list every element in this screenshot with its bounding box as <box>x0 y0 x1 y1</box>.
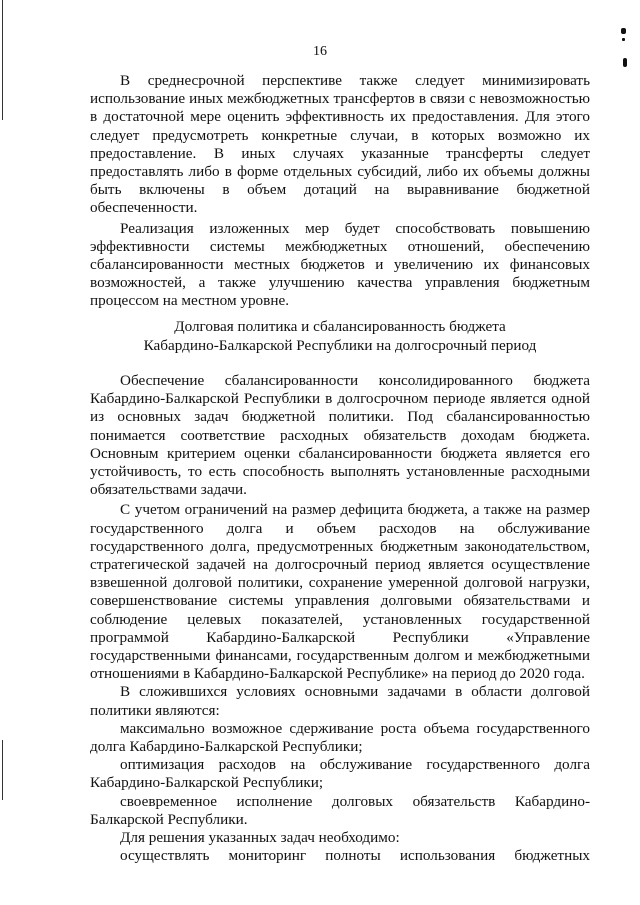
list-item: максимально возможное сдерживание роста объема государственного долга Кабардино-Балкарской Республики; <box>90 719 590 756</box>
section-debt-policy <box>90 372 590 865</box>
list-item: своевременное исполнение долговых обязательств Кабардино-Балкарской Республики. <box>90 792 590 828</box>
scan-mark <box>622 38 625 41</box>
list-item: оптимизация расходов на обслуживание государственного долга Кабардино-Балкарской Республики; <box>90 756 590 792</box>
section-heading <box>90 318 590 355</box>
paragraph: В сложившихся условиях основными задачами в области долговой политики являются: <box>90 683 590 719</box>
scan-edge-line <box>2 0 3 120</box>
scan-mark <box>621 28 626 34</box>
paragraph: Для решения указанных задач необходимо: <box>120 829 400 847</box>
heading-line: Кабардино-Балкарской Республики на долгосрочный период <box>143 336 537 354</box>
paragraph: Реализация изложенных мер будет способствовать повышению эффективности системы межбюджетных отношений, обеспечению сбалансированности местных бюджетов и увеличению их финансовых возможностей, а также улучшению качества управления бюджетным процессом на местном уровне. <box>90 219 590 310</box>
scan-edge-line <box>2 740 3 800</box>
paragraph: С учетом ограничений на размер дефицита бюджета, а также на размер государственного долга и объем расходов на обслуживание государственного долга, предусмотренных бюджетным законодательством, стратегической задачей на долгосрочный период является осуществление взвешенной долговой политики, сохранение умеренной долговой нагрузки, совершенствование системы управления долговыми обязательствами и соблюдение целевых показателей, установленных государственной программой Кабардино-Балкарской Республики «Управление государственными финансами, государственным долгом и межбюджетными отношениями в Кабардино-Балкарской Республике» на период до 2020 года. <box>90 501 590 683</box>
page-number: 16 <box>313 44 327 59</box>
paragraph: Обеспечение сбалансированности консолидированного бюджета Кабардино-Балкарской Республики в долгосрочном периоде является одной из основных задач бюджетной политики. Под сбалансированностью понимается соответствие расходных обязательств доходам бюджета. Основным критерием оценки сбалансированности бюджета является его устойчивость, то есть способность выполнять установленные расходными обязательствами задачи. <box>90 372 590 499</box>
section-intergovernmental-transfers <box>90 72 590 311</box>
paragraph: В среднесрочной перспективе также следует минимизировать использование иных межбюджетных трансфертов в связи с невозможностью в достаточной мере оценить эффективность их предоставления. Для этого следует предусмотреть конкретные случаи, в которых возможно их предоставление. В иных случаях указанные трансферты следует предоставлять либо в форме отдельных субсидий, либо их объемы должны быть включены в объем дотаций на выравнивание бюджетной обеспеченности. <box>90 72 590 217</box>
list-item: осуществлять мониторинг полноты использования бюджетных <box>120 847 590 865</box>
heading-line: Долговая политика и сбалансированность бюджета <box>174 318 506 335</box>
